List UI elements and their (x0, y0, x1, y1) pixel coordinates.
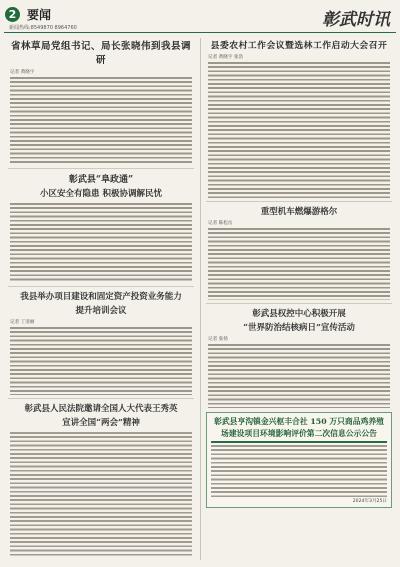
headline: 彰武县人民法院邀请全国人大代表王秀英 (24, 404, 178, 414)
subheadline: “世界防治结核病日”宣传活动 (243, 323, 355, 333)
newspaper-logo: 彰武时讯 (322, 10, 390, 30)
separator (8, 398, 194, 399)
notice-subtitle: 场建设项目环境影响评价第二次信息公示公告 (221, 429, 377, 438)
subheadline: 宣讲全国“两会”精神 (62, 418, 140, 428)
masthead (0, 0, 400, 34)
notice-body (211, 445, 387, 497)
notice-title: 彰武县亨沟镇金兴枢丰合社 150 万只商品鸡养殖 (214, 417, 384, 426)
headline: 彰武县权控中心积极开展 (252, 309, 346, 319)
notice-date: 2024年3月25日 (352, 499, 387, 504)
hotline: 新闻热线:8549870 8964760 (9, 25, 77, 31)
headline: 县委农村工作会议暨选林工作启动大会召开 (210, 41, 388, 51)
byline: 记者 丁清丽 (10, 320, 35, 325)
notice-rule (211, 441, 387, 443)
section-title: 要闻 (27, 8, 52, 22)
right-column (206, 38, 392, 558)
article-body (10, 327, 192, 395)
headline: 省林草局党组书记、局长张晓伟到我县调研 (10, 41, 191, 66)
masthead-rule (4, 32, 396, 33)
byline: 记者 黄晓宇 (10, 70, 35, 75)
byline: 记者 张扬 (208, 337, 228, 342)
separator (8, 286, 194, 287)
article-body (208, 62, 390, 198)
headline: 重型机车燃爆游格尔 (260, 207, 338, 217)
headline: 我县举办项目建设和固定资产投资业务能力 (20, 292, 182, 302)
page-number: 2 (5, 7, 20, 22)
separator (8, 168, 194, 169)
public-notice-box (206, 412, 392, 508)
subheadline: 提升培训会议 (75, 306, 127, 316)
article-body (208, 344, 390, 408)
article-body (10, 432, 192, 558)
left-column (8, 38, 194, 558)
separator (206, 201, 392, 202)
headline: 彰武县“阜政通” (68, 175, 134, 185)
subheadline: 小区安全有隐患 积极协调解民忧 (40, 189, 162, 199)
article-body (10, 203, 192, 283)
byline: 记者 黄晓宇 张浩 (208, 55, 244, 60)
byline: 记者 陈松岳 (208, 221, 233, 226)
separator (206, 303, 392, 304)
column-divider (200, 38, 201, 560)
article-body (208, 228, 390, 300)
article-body (10, 77, 192, 165)
